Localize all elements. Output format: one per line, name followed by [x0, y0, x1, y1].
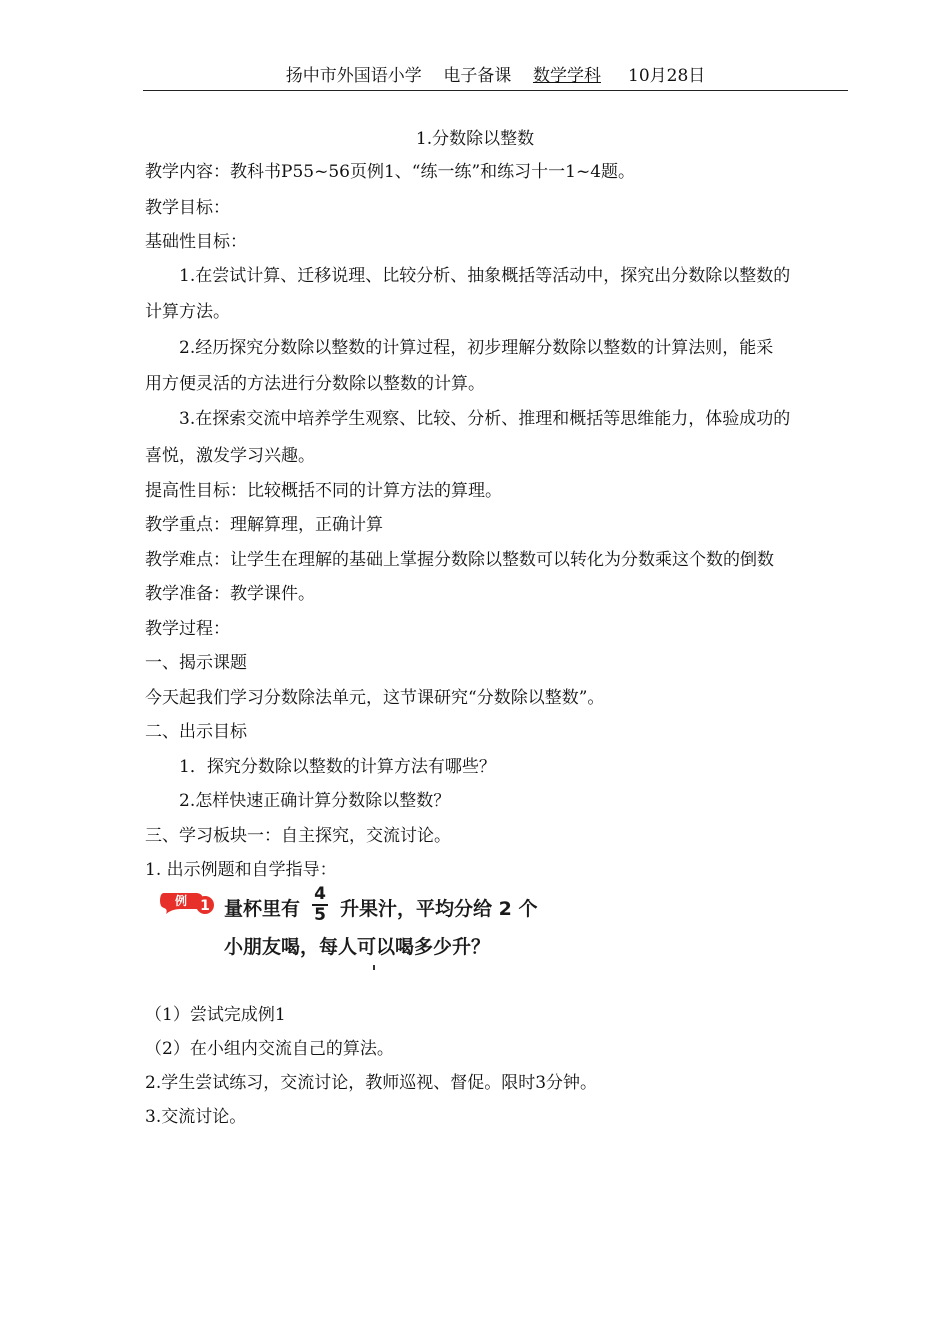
text-line: 2.学生尝试练习，交流讨论，教师巡视、督促。限时3分钟。: [145, 1073, 598, 1093]
text-line: 3.交流讨论。: [145, 1107, 247, 1127]
text-line: 二、出示目标: [145, 722, 247, 742]
text-line: （2）在小组内交流自己的算法。: [145, 1039, 394, 1059]
text-line: 1. 出示例题和自学指导：: [145, 860, 337, 880]
text-line: 教学准备：教学课件。: [145, 584, 315, 604]
text-line: 提高性目标：比较概括不同的计算方法的算理。: [145, 481, 502, 501]
header-subject: 数学学科: [532, 66, 601, 86]
fraction-denominator: 5: [314, 904, 326, 925]
text-line: 三、学习板块一：自主探究，交流讨论。: [145, 826, 451, 846]
text-line: 教学目标：: [145, 198, 230, 218]
example-badge-char: 例: [174, 894, 188, 908]
text-line: 1.在尝试计算、迁移说理、比较分析、抽象概括等活动中，探究出分数除以整数的: [145, 266, 791, 286]
text-line: 1．探究分数除以整数的计算方法有哪些？: [145, 757, 496, 777]
text-line: 教学内容：教科书P55~56页例1、“练一练”和练习十一1~4题。: [145, 162, 636, 182]
text-line: 一、揭示课题: [145, 653, 247, 673]
text-line: 教学重点：理解算理，正确计算: [145, 515, 383, 535]
text-line: 基础性目标：: [145, 232, 247, 252]
text-line: 2.经历探究分数除以整数的计算过程，初步理解分数除以整数的计算法则，能采: [145, 338, 774, 358]
text-line: （1）尝试完成例1: [145, 1005, 286, 1025]
text-line: 用方便灵活的方法进行分数除以整数的计算。: [145, 374, 485, 394]
header-type: 电子备课: [443, 66, 512, 86]
lesson-title: 1.分数除以整数: [415, 129, 535, 149]
example-text-before: 量杯里有: [224, 898, 301, 920]
page-header: [143, 62, 848, 91]
header-date: 10月28日: [628, 66, 706, 86]
example-line-1: [224, 883, 538, 925]
example-badge-number: 1: [200, 898, 210, 914]
header-school: 扬中市外国语小学: [285, 66, 422, 86]
example-badge-icon: [160, 892, 214, 916]
stray-mark: [373, 965, 375, 970]
text-line: 教学难点：让学生在理解的基础上掌握分数除以整数可以转化为分数乘这个数的倒数: [145, 550, 774, 570]
example-text-after: 升果汁，平均分给 2 个: [340, 898, 538, 920]
example-fraction: [312, 883, 328, 925]
text-line: 喜悦，激发学习兴趣。: [145, 446, 315, 466]
fraction-numerator: 4: [314, 883, 326, 904]
example-line-2: 小朋友喝，每人可以喝多少升？: [224, 936, 491, 958]
text-line: 计算方法。: [145, 302, 230, 322]
text-line: 教学过程：: [145, 619, 230, 639]
text-line: 3.在探索交流中培养学生观察、比较、分析、推理和概括等思维能力，体验成功的: [145, 409, 791, 429]
text-line: 2.怎样快速正确计算分数除以整数？: [145, 791, 451, 811]
text-line: 今天起我们学习分数除法单元，这节课研究“分数除以整数”。: [145, 688, 605, 708]
example-problem: [160, 884, 630, 974]
